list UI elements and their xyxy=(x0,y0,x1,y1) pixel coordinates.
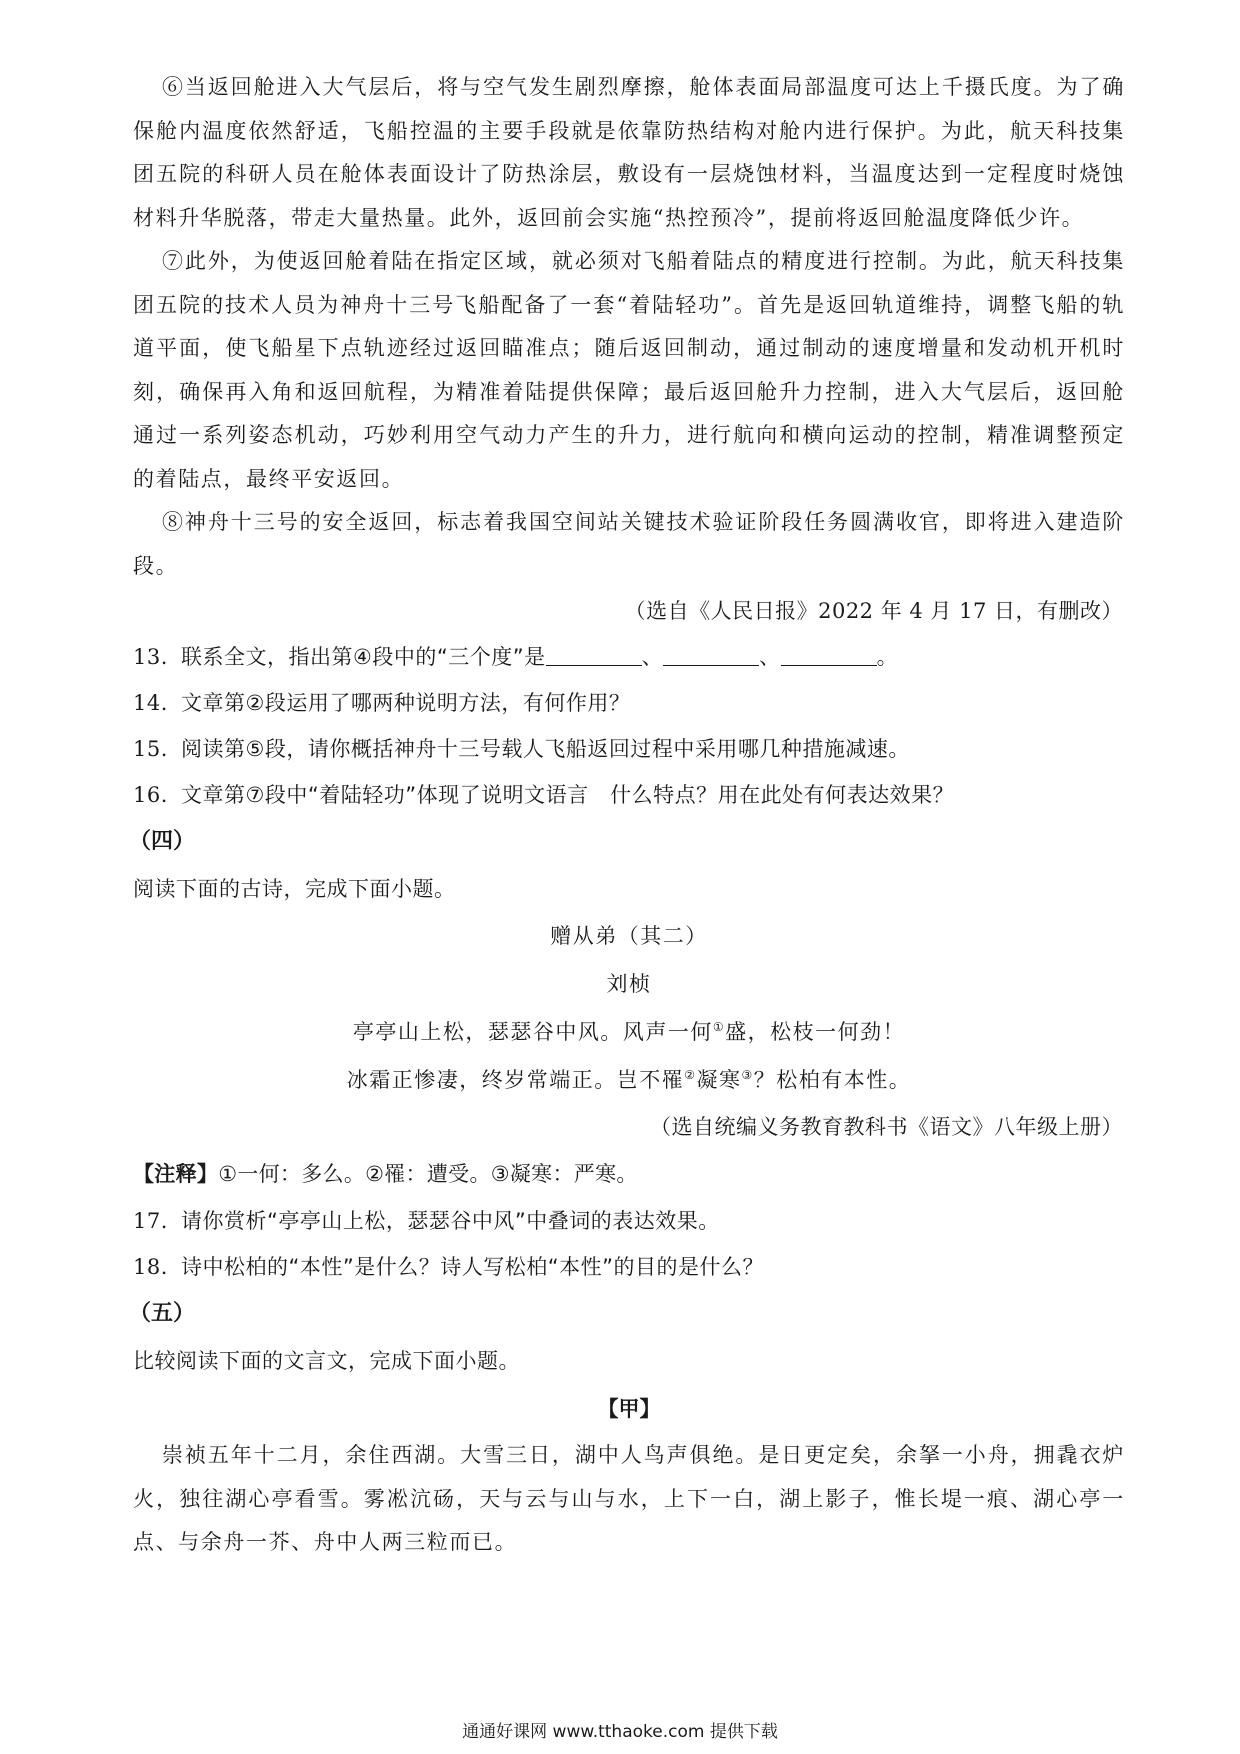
question-15 xyxy=(133,726,1125,772)
question-number: 14. xyxy=(133,691,168,715)
paragraph-8: ⑧神舟十三号的安全返回，标志着我国空间站关键技术验证阶段任务圆满收官，即将进入建造阶段。 xyxy=(133,510,1125,578)
question-17 xyxy=(133,1198,1125,1244)
question-end: 。 xyxy=(876,645,899,669)
footnote-marker: ① xyxy=(712,1020,726,1034)
poem-source: （选自统编义务教育教科书《语文》八年级上册） xyxy=(650,1115,1123,1139)
answer-blank-1[interactable] xyxy=(546,643,642,666)
footnote-marker: ③ xyxy=(741,1068,754,1082)
question-number: 13. xyxy=(133,645,168,669)
footnote-marker: ② xyxy=(684,1068,697,1082)
poem-text: 盛，松枝一何劲！ xyxy=(725,1020,906,1044)
section-heading-4: （四） xyxy=(129,829,196,854)
question-number: 17. xyxy=(133,1209,168,1233)
question-13 xyxy=(133,634,1125,680)
question-16 xyxy=(133,772,1125,818)
poem-author: 刘桢 xyxy=(606,972,652,996)
page-content xyxy=(129,66,1125,1565)
poem-text: ？松柏有本性。 xyxy=(753,1068,912,1092)
poem-text: 冰霜正惨凄，终岁常端正。岂不罹 xyxy=(346,1068,685,1092)
poem-text: 亭亭山上松，瑟瑟谷中风。风声一何 xyxy=(352,1020,713,1044)
paragraph-7: ⑦此外，为使返回舱着陆在指定区域，就必须对飞船着陆点的精度进行控制。为此，航天科技集团五院的技术人员为神舟十三号飞船配备了一套“着陆轻功”。首先是返回轨道维持，调整飞船的轨道平面，使飞船星下点轨迹经过返回瞄准点；随后返回制动，通过制动的速度增量和发动机开机时刻，确保再入角和返回航程，为精准着陆提供保障；最后返回舱升力控制，进入大气层后，返回舱通过一系列姿态机动，巧妙利用空气动力产生的升力，进行航向和横向运动的控制，精准调整预定的着陆点，最终平安返回。 xyxy=(133,249,1125,491)
annotation-text: ①一何：多么。②罹：遭受。③凝寒：严寒。 xyxy=(218,1162,638,1186)
question-text: 联系全文，指出第④段中的“三个度”是 xyxy=(181,645,546,669)
question-text: 文章第②段运用了哪两种说明方法，有何作用？ xyxy=(181,691,631,715)
question-number: 18. xyxy=(133,1255,168,1279)
question-18 xyxy=(133,1244,1125,1290)
separator: 、 xyxy=(759,645,781,669)
question-number: 16. xyxy=(133,783,168,807)
question-14 xyxy=(133,680,1125,726)
poem-line-2 xyxy=(133,1056,1125,1104)
question-number: 15. xyxy=(133,737,168,761)
answer-blank-3[interactable] xyxy=(781,643,877,666)
section-heading-5: （五） xyxy=(129,1301,196,1326)
answer-blank-2[interactable] xyxy=(663,643,759,666)
separator: 、 xyxy=(641,645,664,669)
paragraph-6: ⑥当返回舱进入大气层后，将与空气发生剧烈摩擦，舱体表面局部温度可达上千摄氏度。为了确保舱内温度依然舒适，飞船控温的主要手段就是依靠防热结构对舱内进行保护。为此，航天科技集团五院的科研人员在舱体表面设计了防热涂层，敷设有一层烧蚀材料，当温度达到一定程度时烧蚀材料升华脱落，带走大量热量。此外，返回前会实施“热控预冷”，提前将返回舱温度降低少许。 xyxy=(133,75,1125,230)
text-a-label: 【甲】 xyxy=(597,1397,661,1421)
annotation xyxy=(133,1150,1125,1198)
question-text: 请你赏析“亭亭山上松，瑟瑟谷中风”中叠词的表达效果。 xyxy=(181,1209,720,1233)
section-instruction-5: 比较阅读下面的文言文，完成下面小题。 xyxy=(133,1349,520,1373)
classical-text-a: 崇祯五年十二月，余住西湖。大雪三日，湖中人鸟声俱绝。是日更定矣，余拏一小舟，拥毳衣炉火，独往湖心亭看雪。雾凇沆砀，天与云与山与水，上下一白，湖上影子，惟长堤一痕、湖心亭一点、与余舟一芥、舟中人两三粒而已。 xyxy=(133,1443,1125,1554)
question-text: 阅读第⑤段，请你概括神舟十三号载人飞船返回过程中采用哪几种措施减速。 xyxy=(181,737,910,761)
question-text: 文章第⑦段中“着陆轻功”体现了说明文语言 什么特点？用在此处有何表达效果？ xyxy=(181,783,955,807)
section-instruction-4: 阅读下面的古诗，完成下面小题。 xyxy=(133,877,456,901)
poem-text: 凝寒 xyxy=(696,1068,742,1092)
annotation-label: 【注释】 xyxy=(133,1162,219,1186)
poem-title: 赠从弟（其二） xyxy=(550,924,708,948)
page-footer: 通通好课网 www.tthaoke.com 提供下载 xyxy=(462,1722,778,1742)
poem-line-1 xyxy=(133,1008,1125,1056)
passage-source: （选自《人民日报》2022 年 4 月 17 日，有删改） xyxy=(624,599,1123,623)
question-text: 诗中松柏的“本性”是什么？诗人写松柏“本性”的目的是什么？ xyxy=(181,1255,765,1279)
